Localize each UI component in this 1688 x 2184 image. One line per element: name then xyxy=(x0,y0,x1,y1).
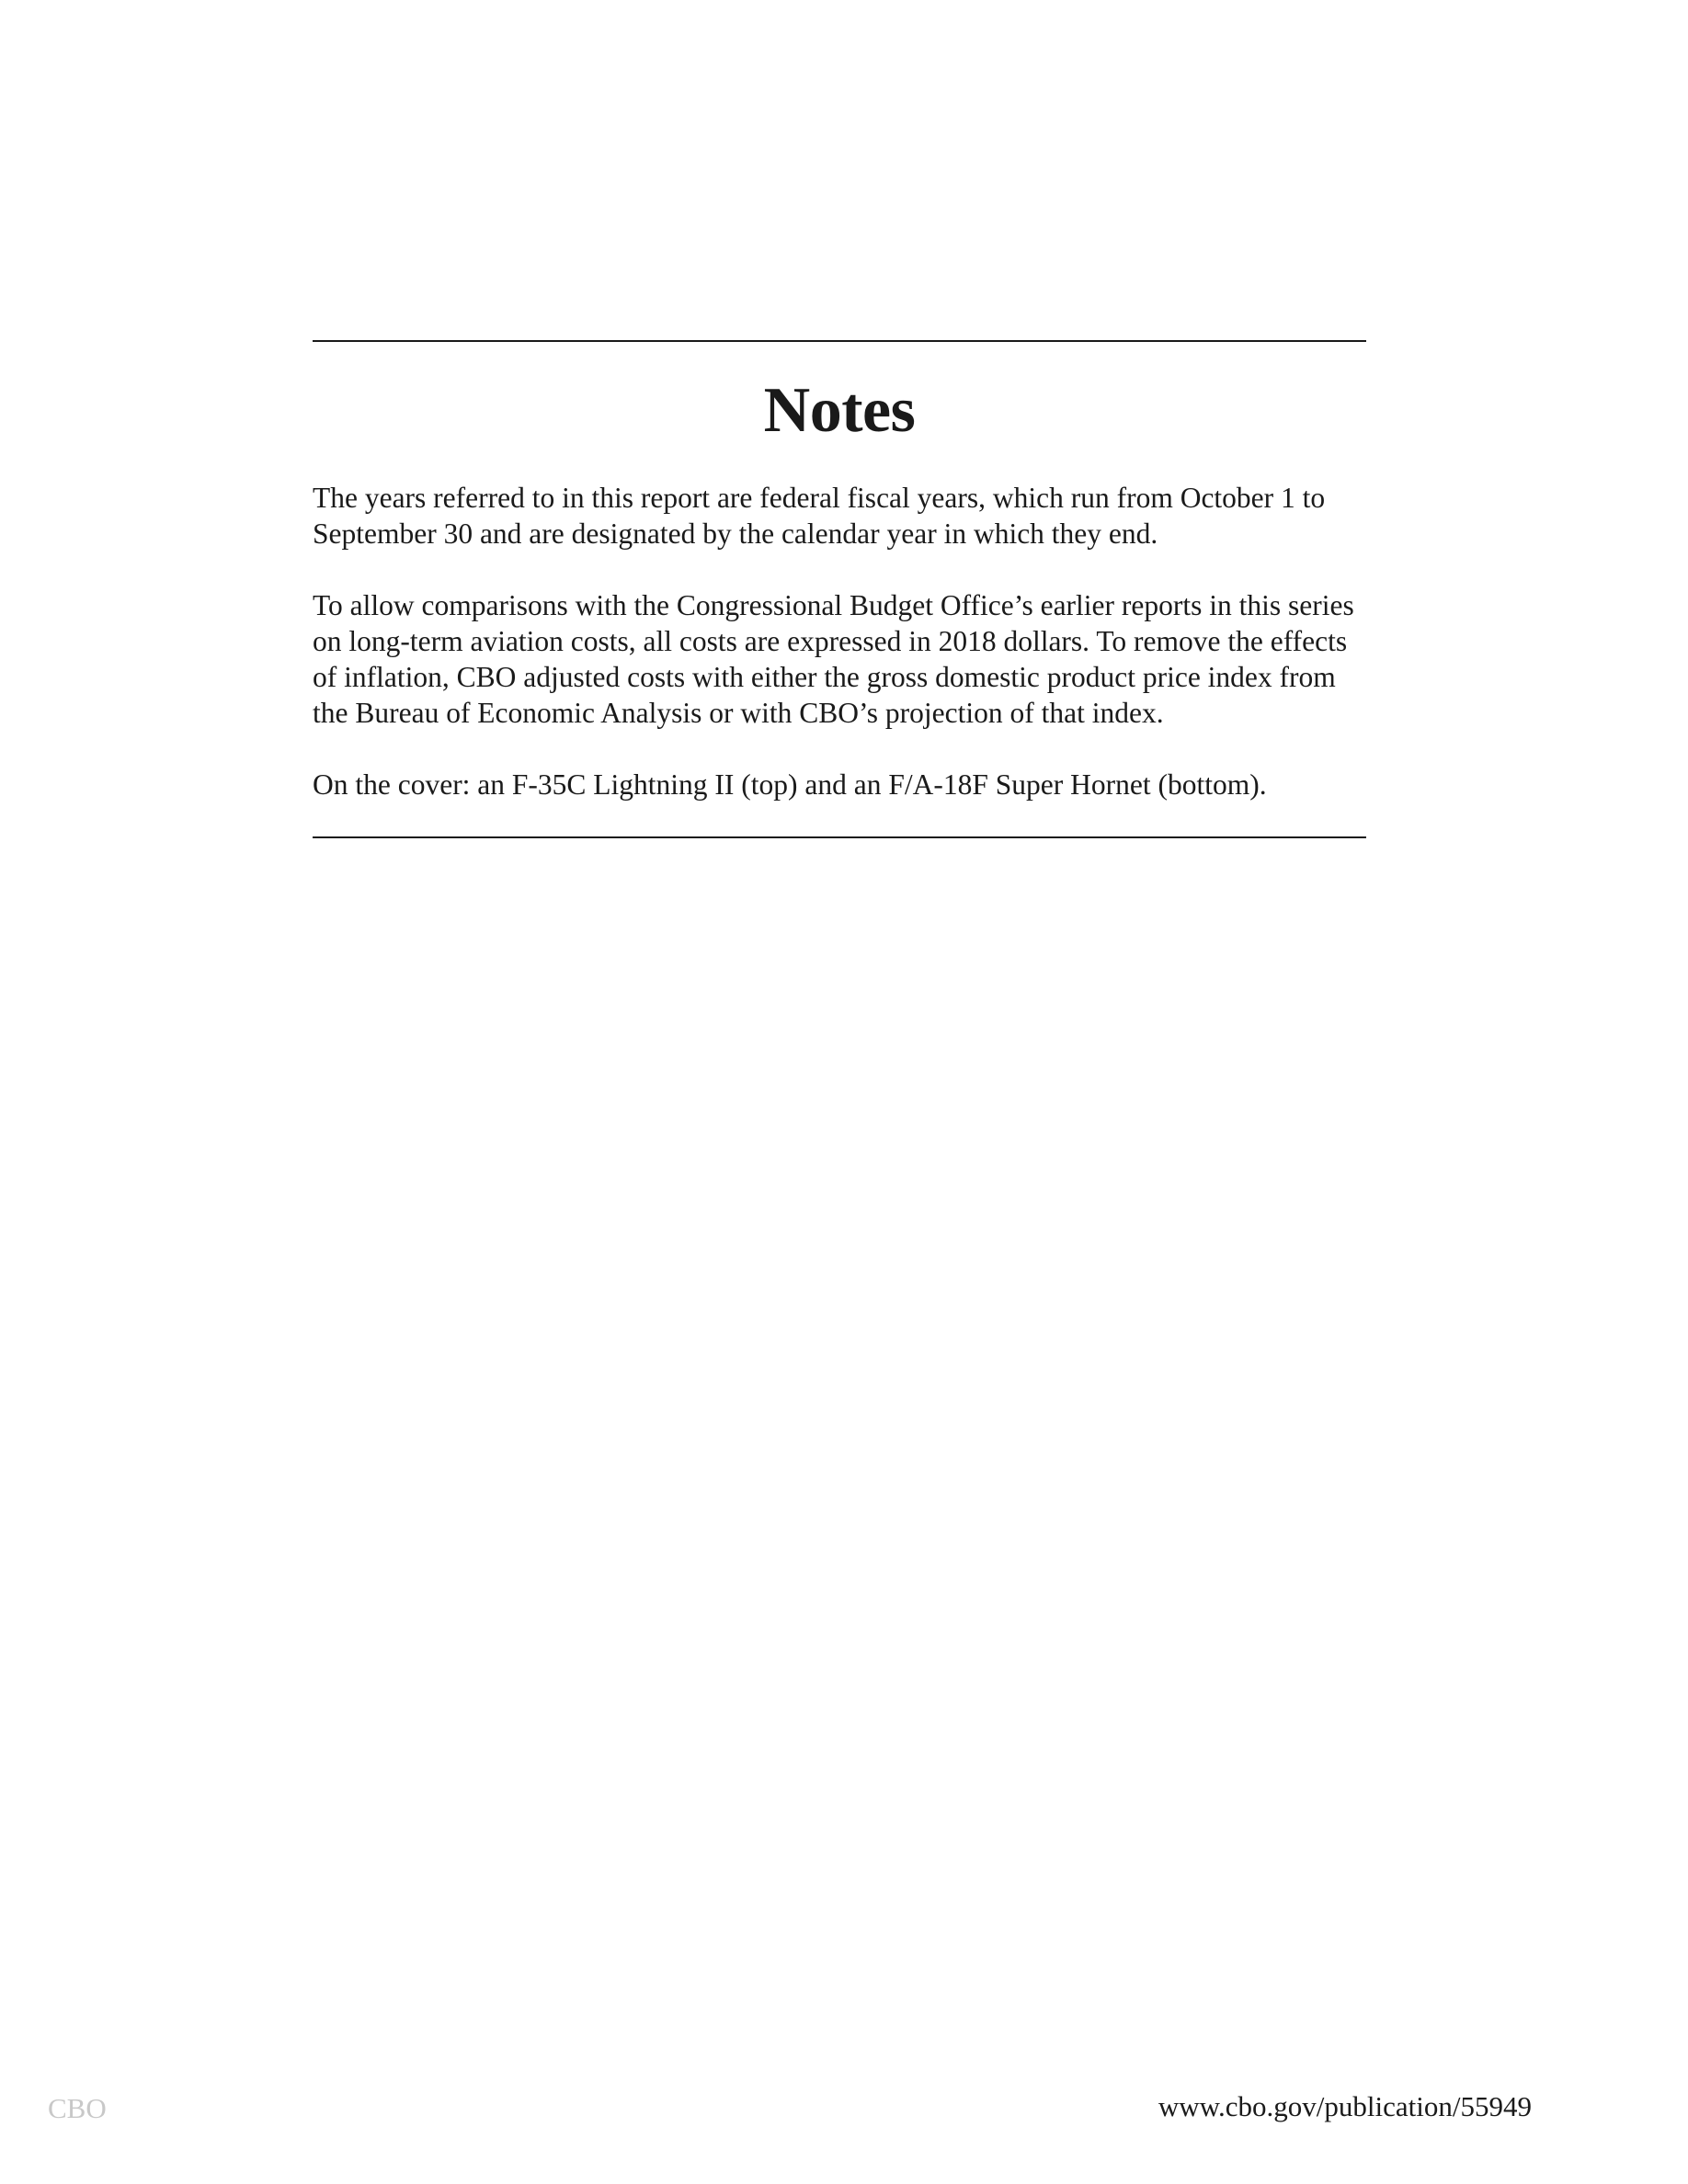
footer-publication-url[interactable]: www.cbo.gov/publication/55949 xyxy=(1158,2090,1532,2122)
top-divider xyxy=(313,340,1366,342)
notes-paragraph-cover: On the cover: an F-35C Lightning II (top) and an F/A-18F Super Hornet (bottom). xyxy=(313,768,1267,801)
notes-section xyxy=(313,340,1366,838)
notes-paragraph-dollars: To allow comparisons with the Congressional Budget Office’s earlier reports in this series on long-term aviation costs, all costs are expressed in 2018 dollars. To remove the effects of inflation, CBO adjusted costs with either the gross domestic product price index from the Bureau of Economic Analysis or with CBO’s projection of that index. xyxy=(313,589,1354,729)
notes-title: Notes xyxy=(763,375,916,446)
notes-paragraph-fiscal-years: The years referred to in this report are federal fiscal years, which run from October 1 to September 30 and are designated by the calendar year in which they end. xyxy=(313,482,1326,550)
bottom-divider xyxy=(313,836,1366,838)
footer-cbo-mark: CBO xyxy=(48,2092,107,2124)
